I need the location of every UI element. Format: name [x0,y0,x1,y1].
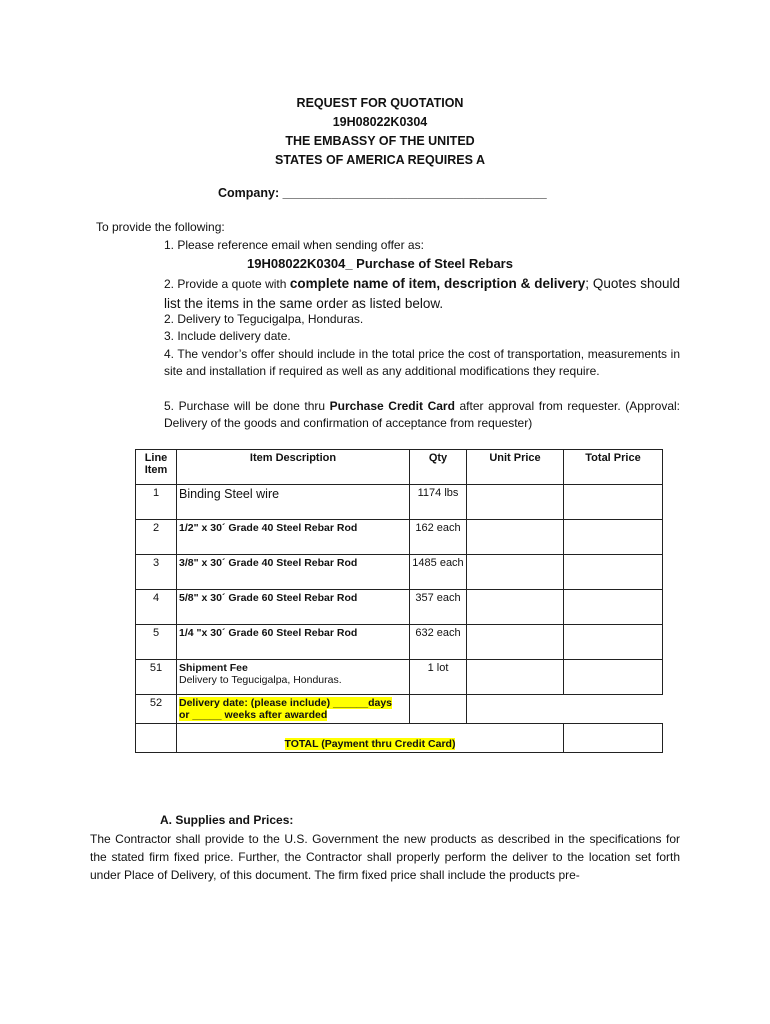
item-description: Binding Steel wire [177,485,410,520]
total-price-cell[interactable] [564,555,663,590]
table-total-row [136,724,663,753]
item-description [177,660,410,695]
item-description: 5/8" x 30´ Grade 60 Steel Rebar Rod [177,590,410,625]
total-label-cell [177,724,564,753]
instruction-2-post: ; Quotes should list the items in the same order as listed below. [164,276,680,311]
line-number: 51 [136,660,177,695]
header-item-description: Item Description [177,450,410,485]
line-number: 5 [136,625,177,660]
unit-price-cell[interactable] [467,520,564,555]
header-title: REQUEST FOR QUOTATION [296,96,464,110]
unit-price-cell[interactable] [467,625,564,660]
header-line-item: Line Item [136,450,177,485]
table-row [136,660,663,695]
header-line-3: THE EMBASSY OF THE UNITED [285,134,475,148]
unit-price-cell[interactable] [467,590,564,625]
total-price-cell[interactable] [564,590,663,625]
instruction-2-pre: 2. Provide a quote with [164,277,290,291]
instruction-5: 4. The vendor’s offer should include in the total price the cost of transportation, measurements in site and installation if required as well as any additional modifications they require. [164,347,680,378]
item-qty [410,695,467,724]
table-row [136,625,663,660]
line-number: 52 [136,695,177,724]
total-price-cell[interactable] [564,520,663,555]
intro-text: To provide the following: [96,220,225,234]
item-description-title: Shipment Fee [179,662,248,674]
table-row [136,485,663,520]
supplies-paragraph: The Contractor shall provide to the U.S. Government the new products as described in the specifications for the stated firm fixed price. Further, the Contractor shall properly perform the deliver to the location set forth under Place of Delivery, of this document. The firm fixed price shall include the products pre- [90,832,680,882]
total-blank-cell [136,724,177,753]
company-field: Company: ______________________________________ [218,186,547,200]
item-description: 1/2" x 30´ Grade 40 Steel Rebar Rod [177,520,410,555]
item-qty: 1174 lbs [410,485,467,520]
items-table [135,449,663,753]
unit-price-cell[interactable] [467,660,564,695]
email-reference: 19H08022K0304_ Purchase of Steel Rebars [247,256,513,271]
item-qty: 357 each [410,590,467,625]
table-row [136,695,663,724]
instruction-2 [164,274,680,314]
instruction-6-post: after approval from requester. (Approval: Delivery of the goods and confirmation of acceptance from requester) [164,399,680,430]
unit-price-cell[interactable] [467,555,564,590]
unit-price-cell[interactable] [467,485,564,520]
item-qty: 1485 each [410,555,467,590]
instruction-6 [164,398,680,432]
document-header [0,94,760,170]
table-header-row [136,450,663,485]
total-price-cell[interactable] [564,660,663,695]
grand-total-cell[interactable] [564,724,663,753]
header-unit-price: Unit Price [467,450,564,485]
header-reference-number: 19H08022K0304 [332,115,428,129]
instruction-1: 1. Please reference email when sending offer as: [164,238,424,252]
instruction-6-pre: 5. Purchase will be done thru [164,399,330,413]
line-number: 1 [136,485,177,520]
line-number: 3 [136,555,177,590]
header-qty: Qty [410,450,467,485]
line-number: 2 [136,520,177,555]
delivery-date-days[interactable]: Delivery date: (please include) ______days [179,697,393,709]
item-description-detail: Delivery to Tegucigalpa, Honduras. [179,674,342,686]
item-qty: 632 each [410,625,467,660]
table-row [136,590,663,625]
total-price-cell[interactable] [564,625,663,660]
item-qty: 1 lot [410,660,467,695]
total-price-cell[interactable] [564,485,663,520]
line-number: 4 [136,590,177,625]
delivery-date-weeks[interactable]: or _____ weeks after awarded [179,709,328,721]
header-total-price: Total Price [564,450,663,485]
total-label: TOTAL (Payment thru Credit Card) [284,738,456,750]
instruction-3: 2. Delivery to Tegucigalpa, Honduras. [164,312,364,326]
table-row [136,555,663,590]
table-row [136,520,663,555]
total-price-cell [564,695,663,724]
item-description: 1/4 "x 30´ Grade 60 Steel Rebar Rod [177,625,410,660]
unit-price-cell [467,695,564,724]
instruction-2-bold: complete name of item, description & delivery [289,276,586,291]
item-qty: 162 each [410,520,467,555]
item-description [177,695,410,724]
item-description: 3/8" x 30´ Grade 40 Steel Rebar Rod [177,555,410,590]
section-a-title: A. Supplies and Prices: [160,813,294,827]
header-line-4: STATES OF AMERICA REQUIRES A [275,153,485,167]
instruction-4: 3. Include delivery date. [164,329,291,343]
instruction-6-bold: Purchase Credit Card [329,399,455,413]
